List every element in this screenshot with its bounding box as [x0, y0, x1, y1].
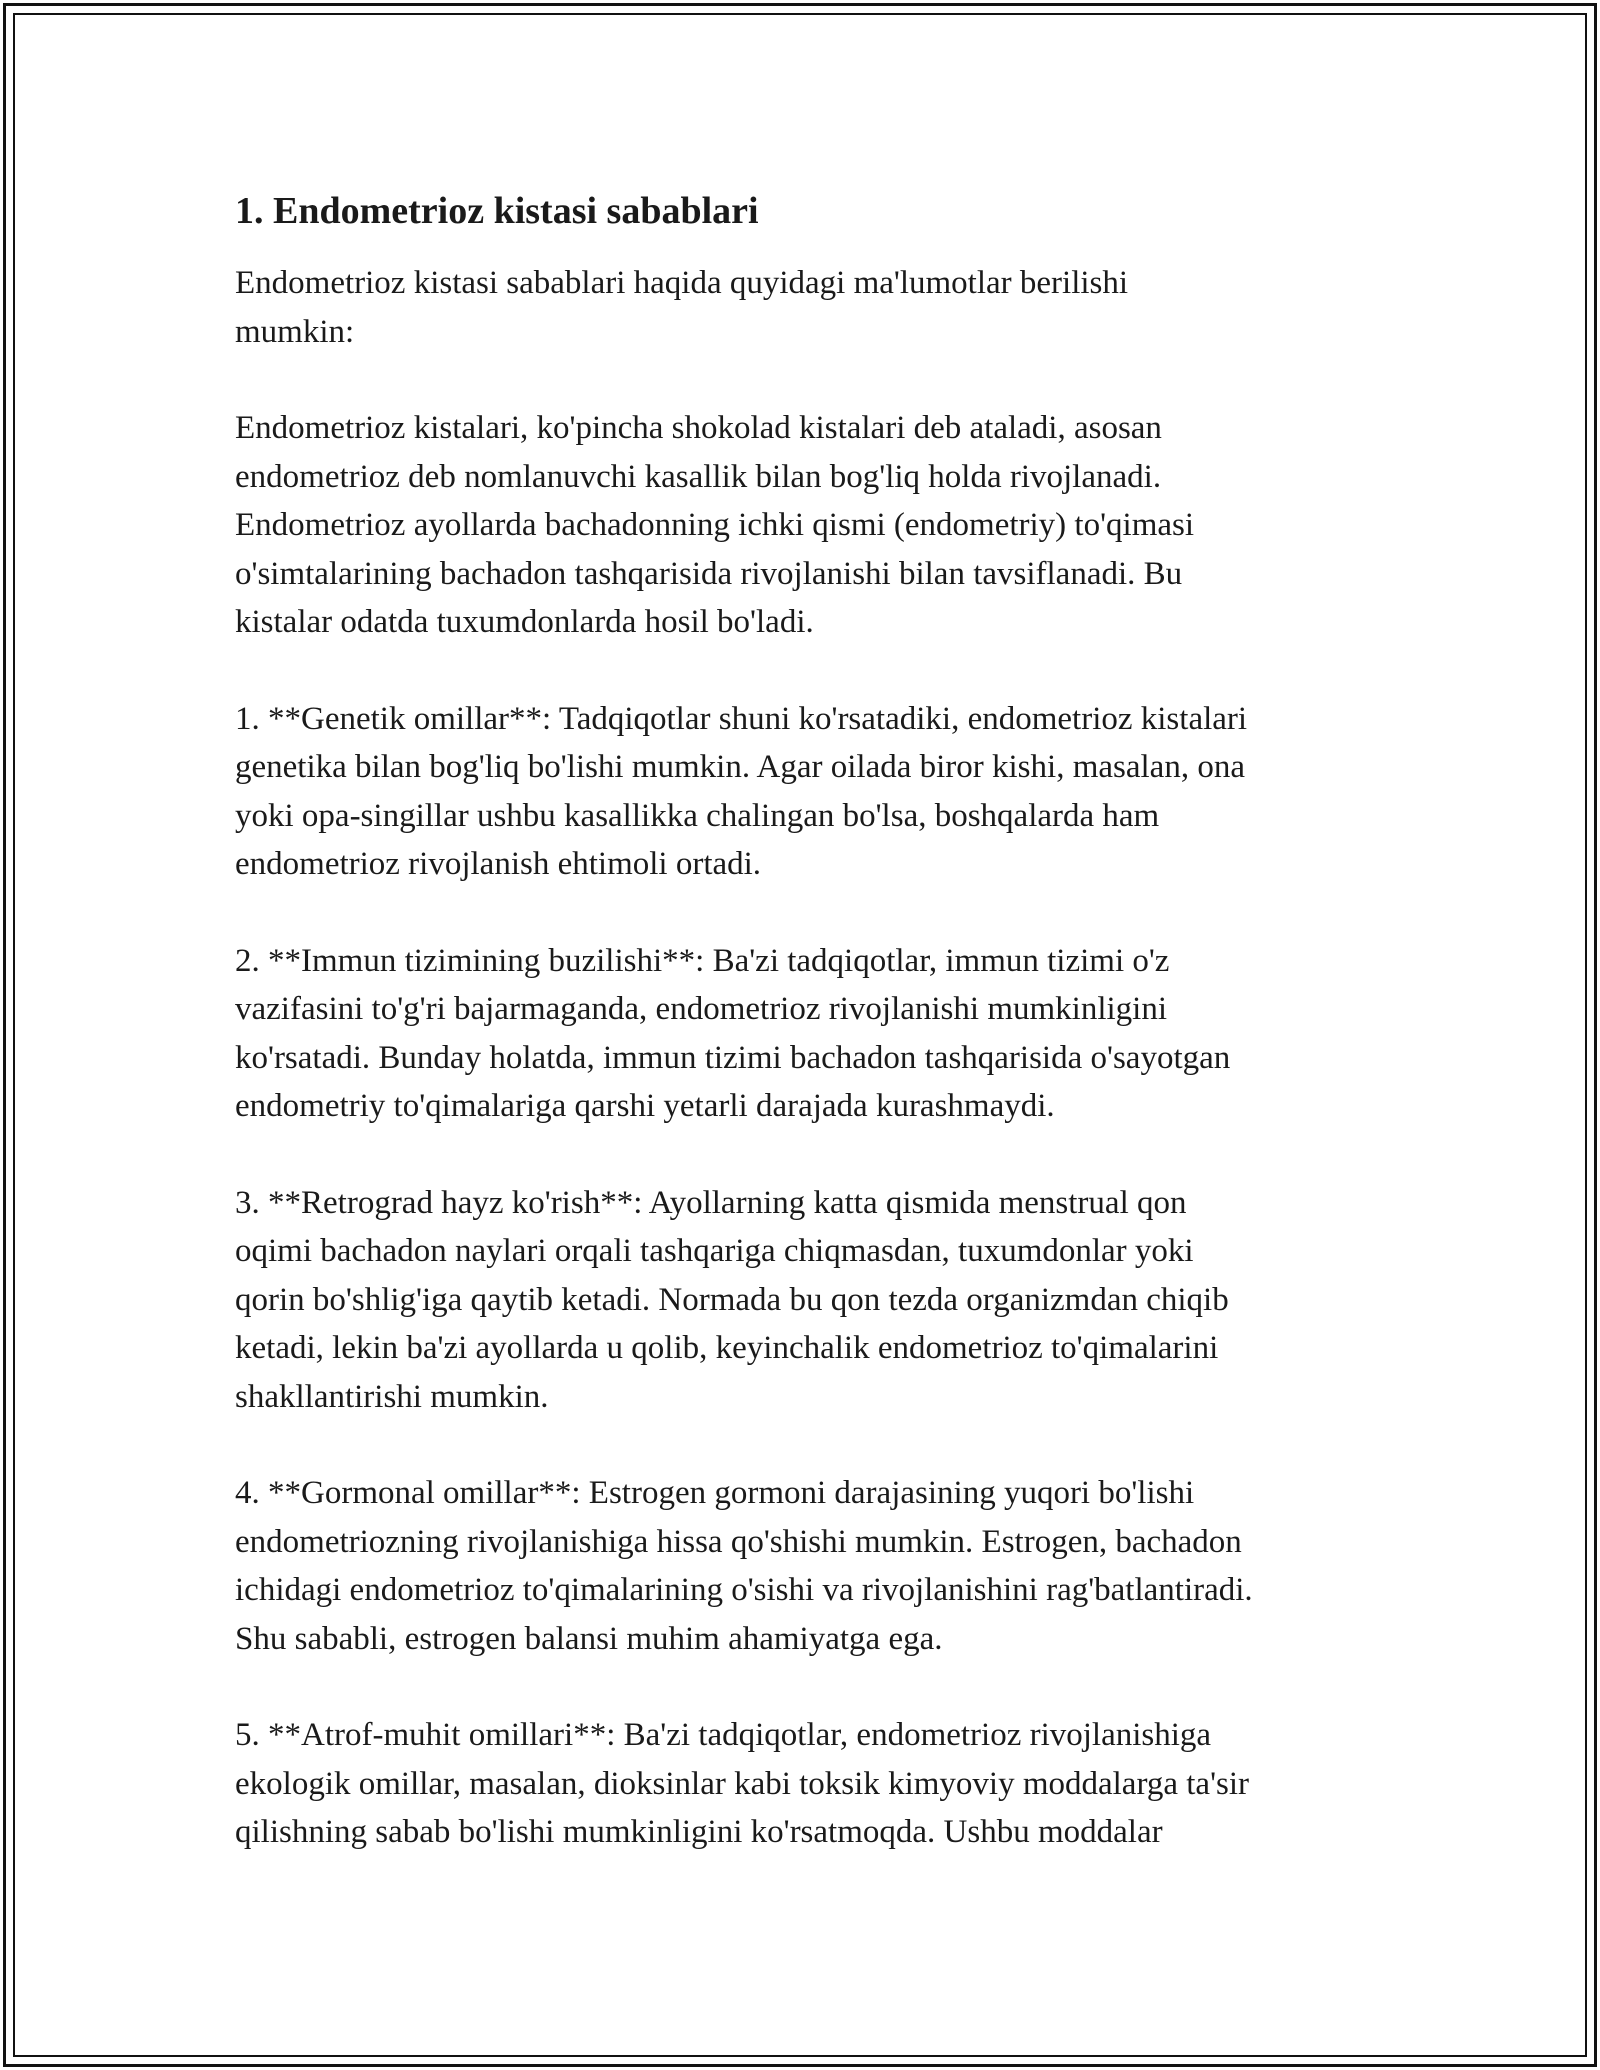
cause-hormonal-paragraph: 4. **Gormonal omillar**: Estrogen gormoni darajasining yuqori bo'lishi endometriozning rivojlanishiga hissa qo'shishi mumkin. Estrogen, bachadon ichidagi endometrioz to'qimalarining o'sishi va rivojlanishini rag'batlantiradi. Shu sababli, estrogen balansi muhim ahamiyatga ega.	[235, 1475, 1253, 1657]
cause-genetic-paragraph: 1. **Genetik omillar**: Tadqiqotlar shuni ko'rsatadiki, endometrioz kistalari genetika bilan bog'liq bo'lishi mumkin. Agar oilada biror kishi, masalan, ona yoki opa-singillar ushbu kasallikka chalingan bo'lsa, boshqalarda ham endometrioz rivojlanish ehtimoli ortadi.	[235, 700, 1248, 882]
intro-paragraph: Endometrioz kistasi sabablari haqida quyidagi ma'lumotlar berilishi mumkin:	[235, 265, 1129, 350]
document-body	[235, 185, 1375, 1857]
cause-retrograde-paragraph: 3. **Retrograd hayz ko'rish**: Ayollarning katta qismida menstrual qon oqimi bachadon naylari orqali tashqariga chiqmasdan, tuxumdonlar yoki qorin bo'shlig'iga qaytib ketadi. Normada bu qon tezda organizmdan chiqib ketadi, lekin ba'zi ayollarda u qolib, keyinchalik endometrioz to'qimalarini shakllantirishi mumkin.	[235, 1184, 1229, 1415]
cause-immune-paragraph: 2. **Immun tizimining buzilishi**: Ba'zi tadqiqotlar, immun tizimi o'z vazifasini to'g'ri bajarmaganda, endometrioz rivojlanishi mumkinligini ko'rsatadi. Bunday holatda, immun tizimi bachadon tashqarisida o'sayotgan endometriy to'qimalariga qarshi yetarli darajada kurashmaydi.	[235, 942, 1231, 1124]
cause-environmental-paragraph: 5. **Atrof-muhit omillari**: Ba'zi tadqiqotlar, endometrioz rivojlanishiga ekologik omillar, masalan, dioksinlar kabi toksik kimyoviy moddalarga ta'sir qilishning sabab bo'lishi mumkinligini ko'rsatmoqda. Ushbu moddalar	[235, 1717, 1250, 1850]
section-heading: 1. Endometrioz kistasi sabablari	[235, 190, 759, 232]
overview-paragraph: Endometrioz kistalari, ko'pincha shokolad kistalari deb ataladi, asosan endometrioz deb nomlanuvchi kasallik bilan bog'liq holda rivojlanadi. Endometrioz ayollarda bachadonning ichki qismi (endometriy) to'qimasi o'simtalarining bachadon tashqarisida rivojlanishi bilan tavsiflanadi. Bu kistalar odatda tuxumdonlarda hosil bo'ladi.	[235, 410, 1195, 640]
